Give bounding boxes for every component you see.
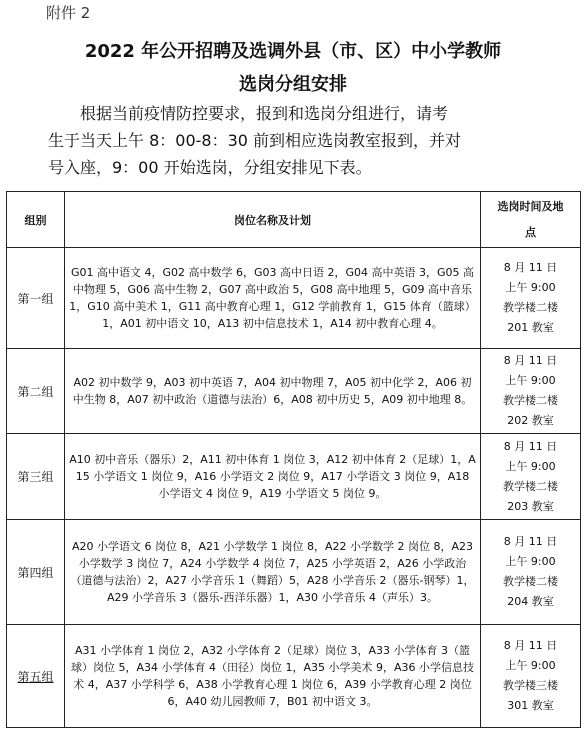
positions-cell: A20 小学语文 6 岗位 8，A21 小学数学 1 岗位 8，A22 小学数学 2 岗位 8，A23 小学数学 3 岗位 7，A24 小学数学 4 岗位 7，A25 小学英语 2，A26 小学政治（道德与法治）2，A27 小学音乐 1（舞蹈）5，A28 小学音乐 2（器乐-钢琴）1，A29 小学音乐 3（器乐-西洋乐器）1，A30 小学音乐 4（声乐）3。 [65,520,481,625]
time-building: 教学楼二楼 [503,394,558,407]
table-row [7,248,581,349]
time-room: 203 教室 [507,499,554,513]
group-cell [7,349,65,434]
time-building: 教学楼二楼 [503,479,558,493]
table-row [7,349,581,434]
time-hour: 上午 9:00 [505,281,556,294]
attachment-label: 附件 2 [46,4,91,22]
time-building: 教学楼三楼 [503,679,558,692]
intro-line: 号入座，9：00 开始选岗，分组安排见下表。 [48,158,372,177]
table-row [7,625,581,728]
group-label: 第五组 [17,669,54,684]
header-time-line1: 选岗时间及地 [497,199,564,213]
doc-title-line1: 2022 年公开招聘及选调外县（市、区）中小学教师 [84,41,502,62]
positions-cell: A02 初中数学 9，A03 初中英语 7，A04 初中物理 7，A05 初中化学 2，A06 初中生物 8，A07 初中政治（道德与法治）6，A08 初中历史 5，A09 初中地理 8。 [65,349,481,434]
time-building: 教学楼二楼 [503,575,558,588]
time-hour: 上午 9:00 [505,374,556,387]
time-hour: 上午 9:00 [505,659,556,672]
time-date: 8 月 11 日 [503,261,558,274]
group-cell [7,625,65,728]
header-positions: 岗位名称及计划 [65,192,481,248]
positions-cell: G01 高中语文 4，G02 高中数学 6，G03 高中日语 2，G04 高中英语 3，G05 高中物理 5，G06 高中生物 2，G07 高中政治 5，G08 高中地理 5，G09 高中音乐 1，G10 高中美术 1，G11 高中教育心理 1，G12 学前教育 1，G15 体育（篮球）1，A01 初中语文 10，A13 初中信息技术 1，A14 初中教育心理 4。 [65,248,481,349]
time-hour: 上午 9:00 [505,555,556,568]
positions-cell: A31 小学体育 1 岗位 2，A32 小学体育 2（足球）岗位 3，A33 小学体育 3（篮球）岗位 5，A34 小学体育 4（田径）岗位 1，A35 小学美术 9，A36 小学信息技术 4，A37 小学科学 6，A38 小学教育心理 1 岗位 6，A39 小学教育心理 2 岗位 6，A40 幼儿园教师 7，B01 初中语文 3。 [65,625,481,728]
doc-title-line2: 选岗分组安排 [239,74,347,95]
group-cell [7,520,65,625]
table-row [7,520,581,625]
group-label: 第三组 [17,470,54,484]
time-location-cell [481,520,581,625]
time-room: 202 教室 [507,414,554,427]
time-date: 8 月 11 日 [503,354,558,367]
intro-line: 生于当天上午 8：00-8：30 前到相应选岗教室报到，并对 [48,131,462,150]
header-time-line2: 点 [525,225,536,239]
time-date: 8 月 11 日 [503,439,558,453]
table-row [7,434,581,520]
group-cell [7,434,65,520]
intro-line: 根据当前疫情防控要求，报到和选岗分组进行，请考 [80,104,449,123]
group-label: 第一组 [17,291,54,306]
time-room: 301 教室 [507,699,554,712]
header-group: 组别 [7,192,65,248]
time-location-cell [481,434,581,520]
time-room: 204 教室 [507,595,554,608]
header-time-location [481,192,581,248]
time-building: 教学楼二楼 [503,301,558,314]
time-date: 8 月 11 日 [503,535,558,548]
group-label: 第四组 [17,565,54,580]
group-cell [7,248,65,349]
time-location-cell [481,248,581,349]
table-header-row [7,192,581,248]
time-hour: 上午 9:00 [505,459,556,473]
positions-cell: A10 初中音乐（器乐）2，A11 初中体育 1 岗位 3，A12 初中体育 2（足球）1，A15 小学语文 1 岗位 9，A16 小学语文 2 岗位 9，A17 小学语文 3 岗位 9，A18 小学语文 4 岗位 9，A19 小学语文 5 岗位 9。 [65,434,481,520]
time-location-cell [481,625,581,728]
time-location-cell [481,349,581,434]
intro-paragraph [48,100,548,181]
grouping-table [6,191,581,728]
time-date: 8 月 11 日 [503,639,558,652]
time-room: 201 教室 [507,321,554,334]
group-label: 第二组 [17,384,54,399]
